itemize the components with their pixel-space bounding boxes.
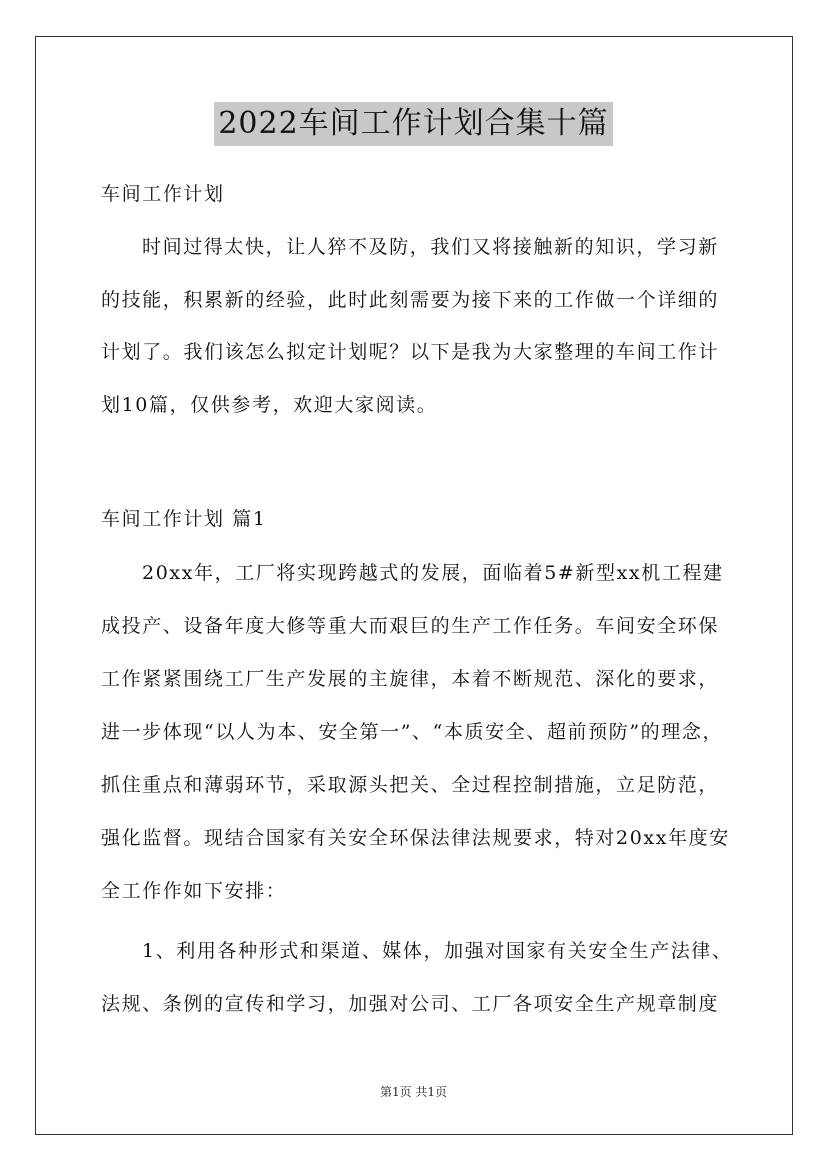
paragraph-line: 抓住重点和薄弱环节，采取源头把关、全过程控制措施，立足防范， bbox=[101, 774, 720, 796]
paragraph-line: 成投产、设备年度大修等重大而艰巨的生产工作任务。车间安全环保 bbox=[101, 615, 720, 637]
page-footer: 第1页 共1页 bbox=[379, 1085, 448, 1099]
intro-line: 划10篇，仅供参考，欢迎大家阅读。 bbox=[101, 394, 438, 416]
intro-line: 计划了。我们该怎么拟定计划呢？以下是我为大家整理的车间工作计 bbox=[101, 341, 720, 363]
title-container bbox=[0, 102, 827, 146]
paragraph-line: 工作紧紧围绕工厂生产发展的主旋律，本着不断规范、深化的要求， bbox=[101, 668, 720, 690]
paragraph-line: 全工作作如下安排： bbox=[101, 880, 287, 902]
section-heading: 车间工作计划 篇1 bbox=[101, 508, 267, 530]
document-title: 2022车间工作计划合集十篇 bbox=[214, 102, 612, 146]
section-heading: 车间工作计划 bbox=[101, 183, 225, 205]
intro-line: 时间过得太快，让人猝不及防，我们又将接触新的知识，学习新 bbox=[142, 236, 719, 258]
list-item-line: 1、利用各种形式和渠道、媒体，加强对国家有关安全生产法律、 bbox=[142, 940, 733, 962]
paragraph-line: 20xx年，工厂将实现跨越式的发展，面临着5#新型xx机工程建 bbox=[142, 562, 724, 584]
paragraph-line: 强化监督。现结合国家有关安全环保法律法规要求，特对20xx年度安 bbox=[101, 827, 730, 849]
intro-line: 的技能，积累新的经验，此时此刻需要为接下来的工作做一个详细的 bbox=[101, 289, 720, 311]
paragraph-line: 进一步体现“以人为本、安全第一”、“本质安全、超前预防”的理念， bbox=[101, 721, 724, 743]
list-item-line: 法规、条例的宣传和学习，加强对公司、工厂各项安全生产规章制度 bbox=[101, 993, 720, 1015]
